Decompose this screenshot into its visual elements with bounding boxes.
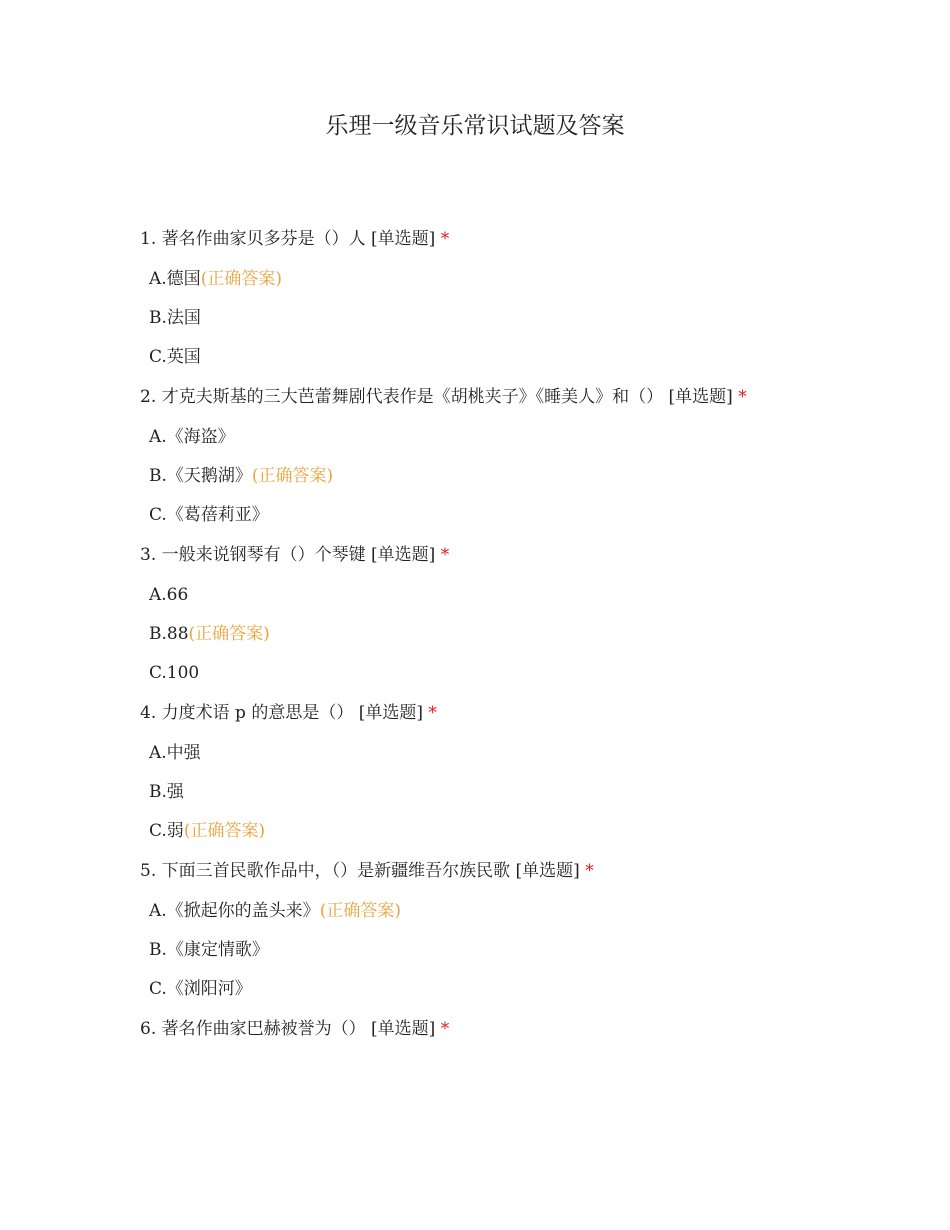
option-text: C.100 <box>149 663 200 683</box>
option-a <box>140 582 900 608</box>
option-text: C.《葛蓓莉亚》 <box>149 505 269 525</box>
option-text: B.88 <box>149 624 189 644</box>
question-6 <box>140 1016 900 1042</box>
correct-answer-label: (正确答案) <box>251 466 334 486</box>
required-mark: * <box>738 387 747 407</box>
option-text: A.中强 <box>149 743 201 763</box>
required-mark: * <box>440 1019 450 1039</box>
option-text: C.《浏阳河》 <box>149 979 252 999</box>
question-text-content: 3. 一般来说钢琴有（）个琴键 [单选题] <box>140 545 436 565</box>
option-a <box>140 740 900 766</box>
correct-answer-label: (正确答案) <box>200 269 282 289</box>
question-text-content: 1. 著名作曲家贝多芬是（）人 [单选题] <box>140 229 436 249</box>
option-c <box>140 818 900 844</box>
question-text-content: 4. 力度术语 p 的意思是（） [单选题] <box>140 703 423 723</box>
option-a <box>140 424 900 450</box>
option-c <box>140 660 900 686</box>
option-text: C.弱 <box>149 821 184 841</box>
question-4 <box>140 700 900 844</box>
question-2 <box>140 384 900 528</box>
question-text-content: 5. 下面三首民歌作品中，（）是新疆维吾尔族民歌 [单选题] <box>140 861 580 881</box>
option-text: A.《海盗》 <box>149 427 235 447</box>
option-c <box>140 976 900 1002</box>
option-a <box>140 898 900 924</box>
option-b <box>140 621 900 647</box>
question-text <box>140 384 900 410</box>
question-text <box>140 542 900 568</box>
option-c <box>140 344 900 370</box>
question-3 <box>140 542 900 686</box>
question-text-content: 2. 才克夫斯基的三大芭蕾舞剧代表作是《胡桃夹子》《睡美人》和（） [单选题] <box>140 387 733 407</box>
option-text: B.《天鹅湖》 <box>149 466 252 486</box>
question-text <box>140 700 900 726</box>
option-text: A.《掀起你的盖头来》 <box>149 901 320 921</box>
question-text <box>140 858 900 884</box>
option-b <box>140 779 900 805</box>
page-title: 乐理一级音乐常识试题及答案 <box>325 113 625 139</box>
question-1 <box>140 226 900 370</box>
option-a <box>140 266 900 292</box>
required-mark: * <box>585 861 594 881</box>
question-list <box>140 226 900 1056</box>
question-text <box>140 1016 900 1042</box>
option-text: C.英国 <box>149 347 201 367</box>
correct-answer-label: (正确答案) <box>188 624 270 644</box>
option-b <box>140 937 900 963</box>
required-mark: * <box>440 545 450 565</box>
correct-answer-label: (正确答案) <box>183 821 266 841</box>
option-text: A.德国 <box>149 269 201 289</box>
option-text: B.强 <box>149 782 184 802</box>
question-text <box>140 226 900 252</box>
required-mark: * <box>440 229 450 249</box>
option-text: A.66 <box>149 585 189 605</box>
question-text-content: 6. 著名作曲家巴赫被誉为（） [单选题] <box>140 1019 436 1039</box>
option-b <box>140 463 900 489</box>
option-text: B.《康定情歌》 <box>149 940 269 960</box>
option-b <box>140 305 900 331</box>
option-c <box>140 502 900 528</box>
option-text: B.法国 <box>149 308 201 328</box>
correct-answer-label: (正确答案) <box>319 901 401 921</box>
question-5 <box>140 858 900 1002</box>
required-mark: * <box>428 703 437 723</box>
